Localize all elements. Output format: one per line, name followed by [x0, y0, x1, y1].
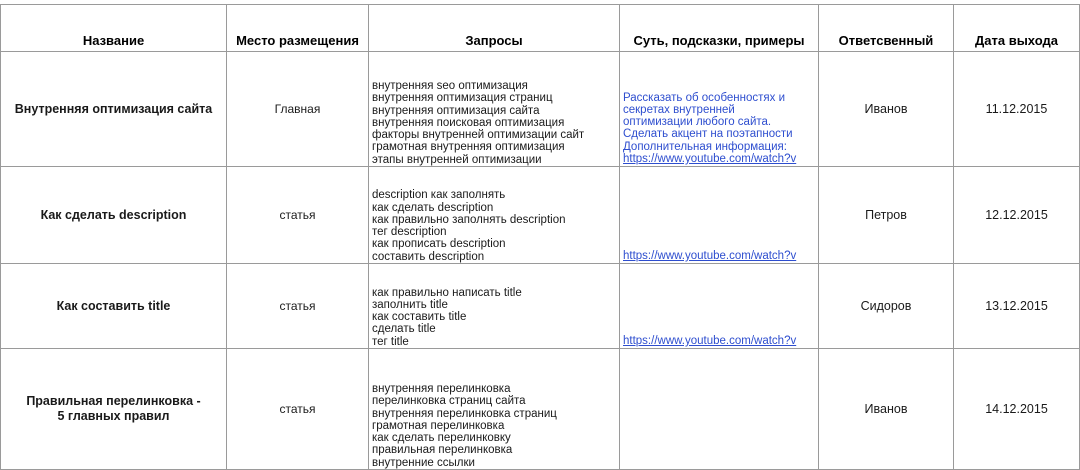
query-line: тег title	[372, 335, 409, 348]
query-line: составить description	[372, 250, 485, 263]
query-line: внутренняя seo оптимизация	[372, 79, 528, 92]
table-row	[1, 167, 1080, 264]
cell-owner[interactable]: Иванов	[819, 52, 954, 167]
cell-date[interactable]: 14.12.2015	[954, 349, 1080, 470]
cell-queries[interactable]	[369, 264, 620, 349]
query-line: как правильно заполнять description	[372, 213, 566, 226]
header-place[interactable]: Место размещения	[227, 5, 369, 52]
tip-line: Сделать акцент на поэтапности	[623, 128, 793, 141]
cell-tips[interactable]	[620, 52, 819, 167]
content-plan-table	[0, 4, 1080, 470]
article-title: Правильная перелинковка - 5 главных правил	[26, 394, 201, 423]
table-row	[1, 264, 1080, 349]
video-link[interactable]: https://www.youtube.com/watch?v	[623, 335, 797, 347]
header-owner[interactable]: Ответсвенный	[819, 5, 954, 52]
query-line: факторы внутренней оптимизации сайт	[372, 129, 585, 142]
query-line: внутренняя перелинковка страниц	[372, 407, 557, 420]
query-line: этапы внутренней оптимизации	[372, 153, 542, 166]
cell-owner[interactable]: Иванов	[819, 349, 954, 470]
article-title: Как сделать description	[40, 207, 187, 222]
query-line: внутренняя поисковая оптимизация	[372, 116, 565, 129]
query-line: тег description	[372, 226, 447, 239]
cell-place[interactable]: статья	[227, 264, 369, 349]
tip-link[interactable]: https://www.youtube.com/watch?v	[623, 153, 797, 165]
cell-name[interactable]	[1, 349, 227, 470]
query-line: description как заполнять	[372, 189, 506, 202]
tip-line: Дополнительная информация:	[623, 140, 787, 153]
tip-line: Рассказать об особенностях и	[623, 91, 786, 104]
header-name[interactable]: Название	[1, 5, 227, 52]
header-tips[interactable]: Суть, подсказки, примеры	[620, 5, 819, 52]
query-line: как сделать description	[372, 201, 494, 214]
cell-queries[interactable]	[369, 349, 620, 470]
header-queries[interactable]: Запросы	[369, 5, 620, 52]
tip-line: оптимизации любого сайта.	[623, 116, 772, 129]
query-line: внутренняя перелинковка	[372, 382, 511, 395]
query-line: как сделать перелинковку	[372, 432, 511, 445]
query-line: грамотная внутренняя оптимизация	[372, 141, 565, 154]
header-row	[1, 5, 1080, 52]
header-date[interactable]: Дата выхода	[954, 5, 1080, 52]
video-link[interactable]: https://www.youtube.com/watch?v	[623, 250, 797, 262]
article-title: Как составить title	[56, 298, 171, 313]
cell-place[interactable]: Главная	[227, 52, 369, 167]
query-line: внутренняя оптимизация сайта	[372, 104, 540, 117]
cell-name[interactable]	[1, 167, 227, 264]
table-row	[1, 52, 1080, 167]
cell-place[interactable]: статья	[227, 167, 369, 264]
cell-tips[interactable]	[620, 167, 819, 264]
tip-line: секретах внутренней	[623, 103, 735, 116]
table-row	[1, 349, 1080, 470]
cell-name[interactable]	[1, 264, 227, 349]
article-title: Внутренняя оптимизация сайта	[14, 101, 213, 116]
query-line: правильная перелинковка	[372, 444, 513, 457]
cell-tips[interactable]	[620, 349, 819, 470]
query-line: внутренние ссылки	[372, 456, 475, 469]
cell-date[interactable]: 11.12.2015	[954, 52, 1080, 167]
query-line: как правильно написать title	[372, 286, 522, 299]
query-line: как прописать description	[372, 238, 506, 251]
cell-owner[interactable]: Петров	[819, 167, 954, 264]
query-line: сделать title	[372, 323, 436, 336]
cell-queries[interactable]	[369, 52, 620, 167]
cell-tips[interactable]	[620, 264, 819, 349]
query-line: внутренняя оптимизация страниц	[372, 92, 553, 105]
query-line: заполнить title	[372, 298, 448, 311]
query-line: как составить title	[372, 311, 467, 324]
cell-owner[interactable]: Сидоров	[819, 264, 954, 349]
query-line: грамотная перелинковка	[372, 419, 505, 432]
cell-date[interactable]: 12.12.2015	[954, 167, 1080, 264]
cell-date[interactable]: 13.12.2015	[954, 264, 1080, 349]
query-line: перелинковка страниц сайта	[372, 395, 526, 408]
cell-name[interactable]	[1, 52, 227, 167]
cell-place[interactable]: статья	[227, 349, 369, 470]
cell-queries[interactable]	[369, 167, 620, 264]
table-body	[1, 52, 1080, 470]
